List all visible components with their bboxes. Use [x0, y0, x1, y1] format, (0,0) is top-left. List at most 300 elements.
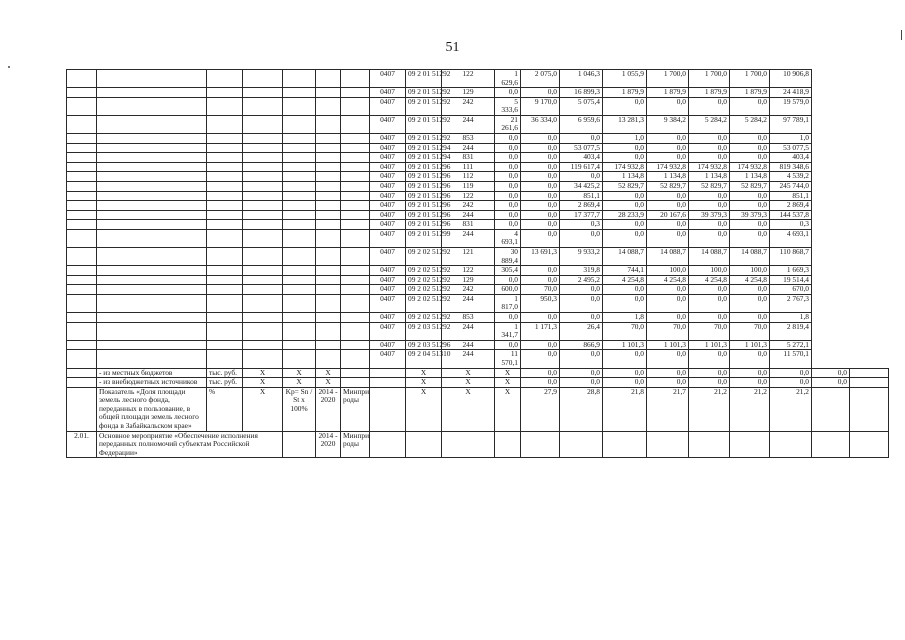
value-cell: 0,0 — [603, 97, 647, 115]
empty-cell — [243, 201, 283, 211]
empty-cell — [316, 153, 341, 163]
target-article: 09 2 02 51292 — [406, 294, 442, 312]
empty-cell — [97, 220, 207, 230]
number-cell — [67, 368, 97, 378]
empty-cell — [243, 340, 283, 350]
budget-row — [67, 313, 889, 323]
empty-cell — [207, 210, 243, 220]
empty-cell — [283, 340, 316, 350]
value-cell: 0,0 — [495, 201, 521, 211]
empty-cell — [67, 115, 97, 133]
value-cell: 14 088,7 — [647, 247, 689, 265]
empty-cell — [97, 294, 207, 312]
total-cell: 2 819,4 — [770, 322, 812, 340]
empty-cell — [316, 322, 341, 340]
executor-cell: Минпри роды — [341, 431, 370, 458]
value-cell: 0,0 — [521, 368, 560, 378]
value-cell: 21,2 — [730, 387, 770, 431]
value-cell: 174 932,8 — [647, 162, 689, 172]
empty-cell — [341, 181, 370, 191]
value-cell: 1 171,3 — [521, 322, 560, 340]
value-cell: 0,0 — [689, 285, 730, 295]
value-cell: 0,0 — [770, 378, 812, 388]
empty-cell — [283, 115, 316, 133]
empty-cell — [850, 431, 889, 458]
empty-cell — [207, 162, 243, 172]
empty-cell — [283, 181, 316, 191]
value-cell: 0,0 — [812, 368, 850, 378]
value-cell: 0,0 — [521, 172, 560, 182]
empty-cell — [283, 313, 316, 323]
value-cell: 0,0 — [495, 134, 521, 144]
value-cell: 0,0 — [647, 201, 689, 211]
empty-cell — [341, 210, 370, 220]
value-cell: 0,0 — [730, 285, 770, 295]
total-cell: 403,4 — [770, 153, 812, 163]
value-cell: 0,0 — [521, 162, 560, 172]
empty-cell — [243, 115, 283, 133]
value-cell: 0,0 — [647, 153, 689, 163]
empty-cell — [316, 313, 341, 323]
empty-cell — [243, 134, 283, 144]
empty-cell — [67, 210, 97, 220]
value-cell: 39 379,3 — [730, 210, 770, 220]
total-cell: 2 869,4 — [770, 201, 812, 211]
empty-cell — [283, 350, 316, 368]
empty-cell — [316, 275, 341, 285]
value-cell: 14 088,7 — [730, 247, 770, 265]
empty-cell — [243, 266, 283, 276]
expense-type: 242 — [442, 97, 495, 115]
total-cell: 4 693,1 — [770, 229, 812, 247]
expense-type: 122 — [442, 191, 495, 201]
empty-cell — [97, 322, 207, 340]
value-cell: 26,4 — [560, 322, 603, 340]
empty-cell — [207, 313, 243, 323]
empty-cell — [97, 229, 207, 247]
total-cell: 144 537,8 — [770, 210, 812, 220]
empty-cell — [207, 143, 243, 153]
value-cell: 0,0 — [603, 229, 647, 247]
empty-cell — [283, 88, 316, 98]
empty-cell — [97, 143, 207, 153]
empty-cell — [243, 350, 283, 368]
budget-row — [67, 70, 889, 88]
empty-cell — [341, 153, 370, 163]
value-cell: 0,0 — [689, 350, 730, 368]
empty-cell — [341, 115, 370, 133]
value-cell: 174 932,8 — [730, 162, 770, 172]
total-cell: 10 906,8 — [770, 70, 812, 88]
section-code: 0407 — [370, 220, 406, 230]
budget-row — [67, 294, 889, 312]
empty-cell — [243, 70, 283, 88]
empty-cell — [97, 340, 207, 350]
empty-cell — [316, 191, 341, 201]
empty-cell — [812, 387, 850, 431]
empty-cell — [97, 201, 207, 211]
value-cell: 36 334,0 — [521, 115, 560, 133]
value-cell: 0,0 — [560, 172, 603, 182]
expense-type: 112 — [442, 172, 495, 182]
budget-rows — [67, 70, 889, 369]
value-cell: 0,0 — [603, 378, 647, 388]
unit-cell: % — [207, 387, 243, 431]
empty-cell — [283, 134, 316, 144]
target-article: 09 2 01 51296 — [406, 201, 442, 211]
page-number: 51 — [445, 40, 460, 55]
value-cell: 70,0 — [603, 322, 647, 340]
value-cell: 27,9 — [521, 387, 560, 431]
total-cell: 19 514,4 — [770, 275, 812, 285]
empty-cell — [316, 70, 341, 88]
row-label: - из местных бюджетов — [97, 368, 207, 378]
value-cell: 2 869,4 — [560, 201, 603, 211]
value-cell: 28 233,9 — [603, 210, 647, 220]
value-cell: 0,0 — [689, 143, 730, 153]
empty-cell — [67, 294, 97, 312]
value-cell: 70,0 — [689, 322, 730, 340]
section-code: 0407 — [370, 97, 406, 115]
value-cell: 0,0 — [560, 378, 603, 388]
empty-cell — [316, 294, 341, 312]
value-cell: 174 932,8 — [603, 162, 647, 172]
budget-row — [67, 181, 889, 191]
empty-cell — [207, 181, 243, 191]
value-cell: 100,0 — [647, 266, 689, 276]
empty-cell — [67, 340, 97, 350]
empty-cell — [243, 313, 283, 323]
value-cell: 0,0 — [647, 229, 689, 247]
empty-cell — [97, 275, 207, 285]
expense-type: 244 — [442, 115, 495, 133]
budget-row — [67, 153, 889, 163]
value-cell: 1 629,6 — [495, 70, 521, 88]
value-cell: 0,0 — [689, 313, 730, 323]
empty-cell — [67, 181, 97, 191]
mark-cell: X — [316, 368, 341, 378]
value-cell: 14 088,7 — [603, 247, 647, 265]
empty-cell — [67, 143, 97, 153]
total-cell: 110 868,7 — [770, 247, 812, 265]
empty-cell — [97, 153, 207, 163]
total-cell: 1,8 — [770, 313, 812, 323]
section-code: 0407 — [370, 115, 406, 133]
value-cell: 0,0 — [647, 134, 689, 144]
value-cell: 0,0 — [521, 266, 560, 276]
empty-cell — [283, 153, 316, 163]
empty-cell — [850, 368, 889, 378]
empty-cell — [341, 97, 370, 115]
value-cell: 0,0 — [647, 378, 689, 388]
empty-cell — [341, 247, 370, 265]
value-cell: 0,0 — [495, 172, 521, 182]
empty-cell — [341, 275, 370, 285]
empty-cell — [207, 340, 243, 350]
mark-cell: X — [442, 378, 495, 388]
value-cell: 16 899,3 — [560, 88, 603, 98]
empty-cell — [207, 350, 243, 368]
value-cell: 53 077,5 — [560, 143, 603, 153]
formula-cell: Kp= Sn / St x 100% — [283, 387, 316, 431]
empty-cell — [283, 322, 316, 340]
section-code: 0407 — [370, 153, 406, 163]
value-cell: 0,0 — [689, 191, 730, 201]
empty-cell — [341, 70, 370, 88]
target-article: 09 2 01 51296 — [406, 210, 442, 220]
empty-cell — [495, 431, 521, 458]
value-cell: 174 932,8 — [689, 162, 730, 172]
empty-cell — [283, 143, 316, 153]
empty-cell — [341, 266, 370, 276]
value-cell: 0,0 — [647, 143, 689, 153]
value-cell: 0,0 — [730, 294, 770, 312]
summary-rows — [67, 368, 889, 458]
empty-cell — [97, 70, 207, 88]
budget-row — [67, 201, 889, 211]
value-cell: 21 261,6 — [495, 115, 521, 133]
mark-cell: X — [406, 387, 442, 431]
empty-cell — [207, 191, 243, 201]
expense-type: 242 — [442, 285, 495, 295]
section-code: 0407 — [370, 181, 406, 191]
empty-cell — [283, 285, 316, 295]
section-code: 0407 — [370, 350, 406, 368]
value-cell: 1 341,7 — [495, 322, 521, 340]
empty-cell — [341, 322, 370, 340]
section-code: 0407 — [370, 313, 406, 323]
total-cell: 245 744,0 — [770, 181, 812, 191]
empty-cell — [283, 294, 316, 312]
value-cell: 0,0 — [689, 220, 730, 230]
number-cell — [67, 378, 97, 388]
value-cell: 5 333,6 — [495, 97, 521, 115]
value-cell: 0,0 — [521, 143, 560, 153]
section-code: 0407 — [370, 191, 406, 201]
value-cell: 5 075,4 — [560, 97, 603, 115]
value-cell: 0,0 — [647, 220, 689, 230]
total-cell: 53 077,5 — [770, 143, 812, 153]
empty-cell — [207, 220, 243, 230]
budget-row — [67, 350, 889, 368]
empty-cell — [603, 431, 647, 458]
target-article: 09 2 04 51310 — [406, 350, 442, 368]
empty-cell — [283, 229, 316, 247]
value-cell: 744,1 — [603, 266, 647, 276]
value-cell: 4 254,8 — [689, 275, 730, 285]
mark-cell: X — [495, 368, 521, 378]
empty-cell — [97, 285, 207, 295]
empty-cell — [243, 247, 283, 265]
empty-cell — [67, 220, 97, 230]
total-cell: 24 418,9 — [770, 88, 812, 98]
value-cell: 9 384,2 — [647, 115, 689, 133]
scan-dot — [8, 66, 10, 68]
value-cell: 0,0 — [689, 97, 730, 115]
expense-type: 244 — [442, 340, 495, 350]
section-code: 0407 — [370, 143, 406, 153]
value-cell: 866,9 — [560, 340, 603, 350]
value-cell: 0,0 — [770, 368, 812, 378]
value-cell: 0,0 — [603, 294, 647, 312]
empty-cell — [341, 143, 370, 153]
empty-cell — [207, 285, 243, 295]
target-article: 09 2 01 51296 — [406, 181, 442, 191]
value-cell: 0,0 — [560, 350, 603, 368]
value-cell: 0,0 — [730, 313, 770, 323]
empty-cell — [283, 70, 316, 88]
empty-cell — [207, 275, 243, 285]
value-cell: 0,0 — [647, 350, 689, 368]
section-code: 0407 — [370, 294, 406, 312]
event-number: 2.01. — [67, 431, 97, 458]
empty-cell — [316, 266, 341, 276]
value-cell: 0,0 — [730, 143, 770, 153]
value-cell: 9 170,0 — [521, 97, 560, 115]
value-cell: 0,0 — [521, 191, 560, 201]
value-cell: 1 046,3 — [560, 70, 603, 88]
target-article: 09 2 02 51292 — [406, 313, 442, 323]
target-article: 09 2 02 51292 — [406, 266, 442, 276]
empty-cell — [316, 201, 341, 211]
empty-cell — [67, 350, 97, 368]
value-cell: 5 284,2 — [730, 115, 770, 133]
empty-cell — [341, 172, 370, 182]
total-cell: 1,0 — [770, 134, 812, 144]
value-cell: 0,0 — [689, 134, 730, 144]
mark-cell: X — [283, 378, 316, 388]
value-cell: 0,0 — [521, 350, 560, 368]
value-cell: 52 829,7 — [603, 181, 647, 191]
value-cell: 2 075,0 — [521, 70, 560, 88]
empty-cell — [283, 266, 316, 276]
value-cell: 14 088,7 — [689, 247, 730, 265]
empty-cell — [442, 431, 495, 458]
empty-cell — [67, 162, 97, 172]
value-cell: 1 879,9 — [647, 88, 689, 98]
expense-type: 244 — [442, 210, 495, 220]
value-cell: 0,0 — [647, 97, 689, 115]
value-cell: 0,0 — [495, 340, 521, 350]
value-cell: 600,0 — [495, 285, 521, 295]
value-cell: 0,0 — [560, 229, 603, 247]
value-cell: 305,4 — [495, 266, 521, 276]
budget-row — [67, 247, 889, 265]
empty-cell — [341, 294, 370, 312]
total-cell: 851,1 — [770, 191, 812, 201]
empty-cell — [243, 229, 283, 247]
value-cell: 0,0 — [689, 153, 730, 163]
empty-cell — [243, 172, 283, 182]
section-code: 0407 — [370, 70, 406, 88]
empty-cell — [283, 191, 316, 201]
empty-cell — [97, 191, 207, 201]
empty-cell — [97, 247, 207, 265]
value-cell: 0,0 — [560, 134, 603, 144]
empty-cell — [316, 88, 341, 98]
empty-cell — [341, 162, 370, 172]
budget-row — [67, 172, 889, 182]
value-cell: 21,8 — [603, 387, 647, 431]
value-cell: 0,0 — [730, 134, 770, 144]
value-cell: 0,0 — [603, 143, 647, 153]
value-cell: 4 254,8 — [647, 275, 689, 285]
empty-cell — [243, 88, 283, 98]
budget-row — [67, 322, 889, 340]
empty-cell — [316, 285, 341, 295]
expense-type: 244 — [442, 229, 495, 247]
section-code: 0407 — [370, 210, 406, 220]
target-article: 09 2 01 51292 — [406, 70, 442, 88]
value-cell: 0,0 — [560, 368, 603, 378]
mark-cell: X — [495, 378, 521, 388]
mark-cell: X — [316, 378, 341, 388]
empty-cell — [283, 247, 316, 265]
empty-cell — [243, 220, 283, 230]
expense-type: 244 — [442, 350, 495, 368]
empty-cell — [521, 431, 560, 458]
total-cell: 2 767,3 — [770, 294, 812, 312]
value-cell: 0,0 — [647, 313, 689, 323]
value-cell: 11 570,1 — [495, 350, 521, 368]
empty-cell — [689, 431, 730, 458]
value-cell: 0,0 — [495, 181, 521, 191]
empty-cell — [316, 229, 341, 247]
empty-cell — [316, 162, 341, 172]
section-code: 0407 — [370, 229, 406, 247]
value-cell: 1 055,9 — [603, 70, 647, 88]
target-article: 09 2 01 51292 — [406, 88, 442, 98]
value-cell: 0,0 — [730, 350, 770, 368]
value-cell: 1 134,8 — [689, 172, 730, 182]
value-cell: 0,0 — [495, 220, 521, 230]
value-cell: 1 879,9 — [603, 88, 647, 98]
section-code: 0407 — [370, 247, 406, 265]
empty-cell — [67, 322, 97, 340]
expense-type: 121 — [442, 247, 495, 265]
empty-cell — [67, 313, 97, 323]
budget-row — [67, 229, 889, 247]
value-cell: 0,0 — [730, 368, 770, 378]
empty-cell — [207, 97, 243, 115]
empty-cell — [647, 431, 689, 458]
empty-cell — [207, 229, 243, 247]
value-cell: 0,0 — [521, 313, 560, 323]
target-article: 09 2 01 51292 — [406, 97, 442, 115]
value-cell: 1 817,0 — [495, 294, 521, 312]
mark-cell: X — [243, 387, 283, 431]
empty-cell — [207, 115, 243, 133]
empty-cell — [316, 181, 341, 191]
value-cell: 1 700,0 — [689, 70, 730, 88]
value-cell: 1 879,9 — [730, 88, 770, 98]
value-cell: 0,3 — [560, 220, 603, 230]
value-cell: 70,0 — [730, 322, 770, 340]
empty-cell — [243, 210, 283, 220]
value-cell: 1 879,9 — [689, 88, 730, 98]
empty-cell — [243, 191, 283, 201]
indicator-label: Показатель «Доля площади земель лесного фонда, переданных в пользование, в общей площади земель лесного фонда в Забайкальском крае» — [97, 387, 207, 431]
value-cell: 0,0 — [603, 191, 647, 201]
empty-cell — [283, 201, 316, 211]
empty-cell — [316, 350, 341, 368]
empty-cell — [207, 172, 243, 182]
empty-cell — [243, 153, 283, 163]
value-cell: 0,0 — [730, 191, 770, 201]
section-code: 0407 — [370, 340, 406, 350]
empty-cell — [207, 247, 243, 265]
section-code: 0407 — [370, 172, 406, 182]
